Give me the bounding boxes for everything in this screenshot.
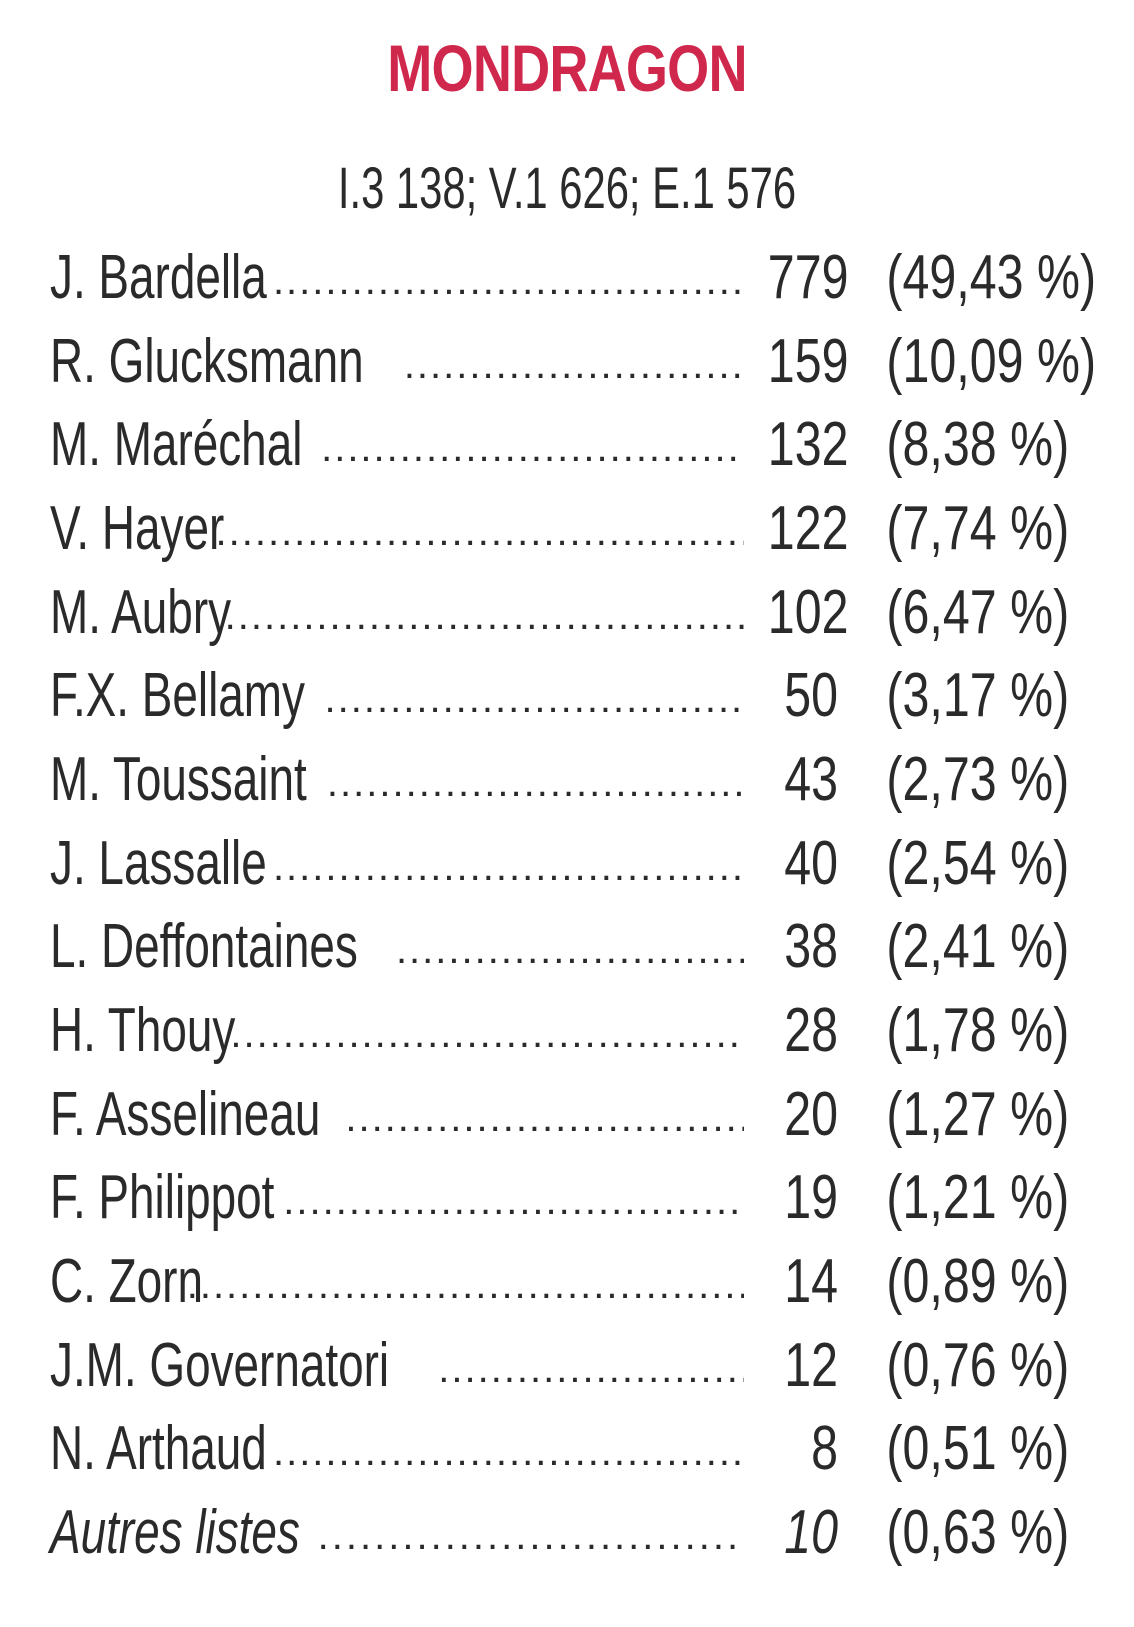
vote-count: 779 (767, 242, 849, 312)
result-row-thouy (50, 989, 1070, 1073)
candidate-name: F. Philippot (50, 1163, 275, 1233)
candidate-name: C. Zorn (50, 1247, 203, 1317)
candidate-name: L. Deffontaines (50, 912, 358, 982)
vote-count: 12 (784, 1330, 838, 1400)
dot-leader (438, 1335, 744, 1397)
result-row-deffontaines (50, 906, 1070, 990)
vote-count: 10 (784, 1498, 838, 1568)
dot-leader (283, 1167, 744, 1229)
vote-percentage: (0,63 %) (886, 1498, 1070, 1568)
vote-percentage: (8,38 %) (886, 410, 1070, 480)
dot-leader (404, 331, 744, 393)
vote-count: 159 (767, 326, 849, 396)
vote-count: 122 (767, 493, 849, 563)
vote-percentage: (2,73 %) (886, 744, 1070, 814)
candidate-name: V. Hayer (50, 493, 225, 563)
candidate-name: J.M. Governatori (50, 1330, 390, 1400)
results-list (50, 236, 1097, 1575)
result-row-asselineau (50, 1073, 1070, 1157)
vote-count: 8 (811, 1414, 838, 1484)
candidate-name: M. Maréchal (50, 410, 303, 480)
candidate-name: N. Arthaud (50, 1414, 267, 1484)
dot-leader (318, 1502, 744, 1564)
vote-percentage: (0,89 %) (886, 1247, 1070, 1317)
dot-leader (273, 247, 744, 309)
vote-percentage: (3,17 %) (886, 661, 1070, 731)
vote-percentage: (1,78 %) (886, 996, 1070, 1066)
dot-leader (396, 916, 744, 978)
vote-count: 43 (784, 744, 838, 814)
candidate-name: M. Aubry (50, 577, 232, 647)
dot-leader (273, 833, 744, 895)
result-row-bellamy (50, 654, 1070, 738)
candidate-name: R. Glucksmann (50, 326, 364, 396)
commune-title: MONDRAGON (387, 31, 747, 105)
dot-leader (225, 582, 744, 644)
result-row-bardella (50, 236, 1097, 320)
vote-percentage: (7,74 %) (886, 493, 1070, 563)
vote-percentage: (0,76 %) (886, 1330, 1070, 1400)
vote-count: 38 (784, 912, 838, 982)
result-row-aubry (50, 571, 1070, 655)
vote-count: 20 (784, 1079, 838, 1149)
result-row-other-lists (50, 1491, 1070, 1575)
candidate-name: F.X. Bellamy (50, 661, 305, 731)
result-row-glucksmann (50, 320, 1097, 404)
dot-leader (216, 498, 745, 560)
dot-leader (187, 1251, 744, 1313)
vote-percentage: (2,41 %) (886, 912, 1070, 982)
candidate-name: J. Bardella (50, 242, 267, 312)
vote-count: 40 (784, 828, 838, 898)
vote-percentage: (6,47 %) (886, 577, 1070, 647)
vote-percentage: (10,09 %) (886, 326, 1097, 396)
result-row-marechal (50, 403, 1070, 487)
vote-count: 102 (767, 577, 849, 647)
result-row-toussaint (50, 738, 1070, 822)
result-row-hayer (50, 487, 1070, 571)
turnout-stats: I.3 138; V.1 626; E.1 576 (337, 156, 797, 221)
result-row-philippot (50, 1157, 1070, 1241)
dot-leader (327, 749, 744, 811)
candidate-name: J. Lassalle (50, 828, 267, 898)
result-row-arthaud (50, 1408, 1070, 1492)
vote-count: 132 (767, 410, 849, 480)
vote-count: 19 (784, 1163, 838, 1233)
vote-count: 14 (784, 1247, 838, 1317)
dot-leader (321, 414, 744, 476)
vote-percentage: (2,54 %) (886, 828, 1070, 898)
vote-count: 28 (784, 996, 838, 1066)
candidate-name: F. Asselineau (50, 1079, 321, 1149)
vote-percentage: (1,21 %) (886, 1163, 1070, 1233)
dot-leader (325, 665, 744, 727)
dot-leader (273, 1418, 744, 1480)
dot-leader (345, 1084, 744, 1146)
vote-percentage: (49,43 %) (886, 242, 1097, 312)
vote-count: 50 (784, 661, 838, 731)
vote-percentage: (1,27 %) (886, 1079, 1070, 1149)
result-row-zorn (50, 1240, 1070, 1324)
candidate-name: H. Thouy (50, 996, 236, 1066)
result-row-governatori (50, 1324, 1070, 1408)
result-row-lassalle (50, 822, 1070, 906)
candidate-name: M. Toussaint (50, 744, 307, 814)
dot-leader (230, 1000, 744, 1062)
candidate-name: Autres listes (50, 1498, 300, 1568)
vote-percentage: (0,51 %) (886, 1414, 1070, 1484)
